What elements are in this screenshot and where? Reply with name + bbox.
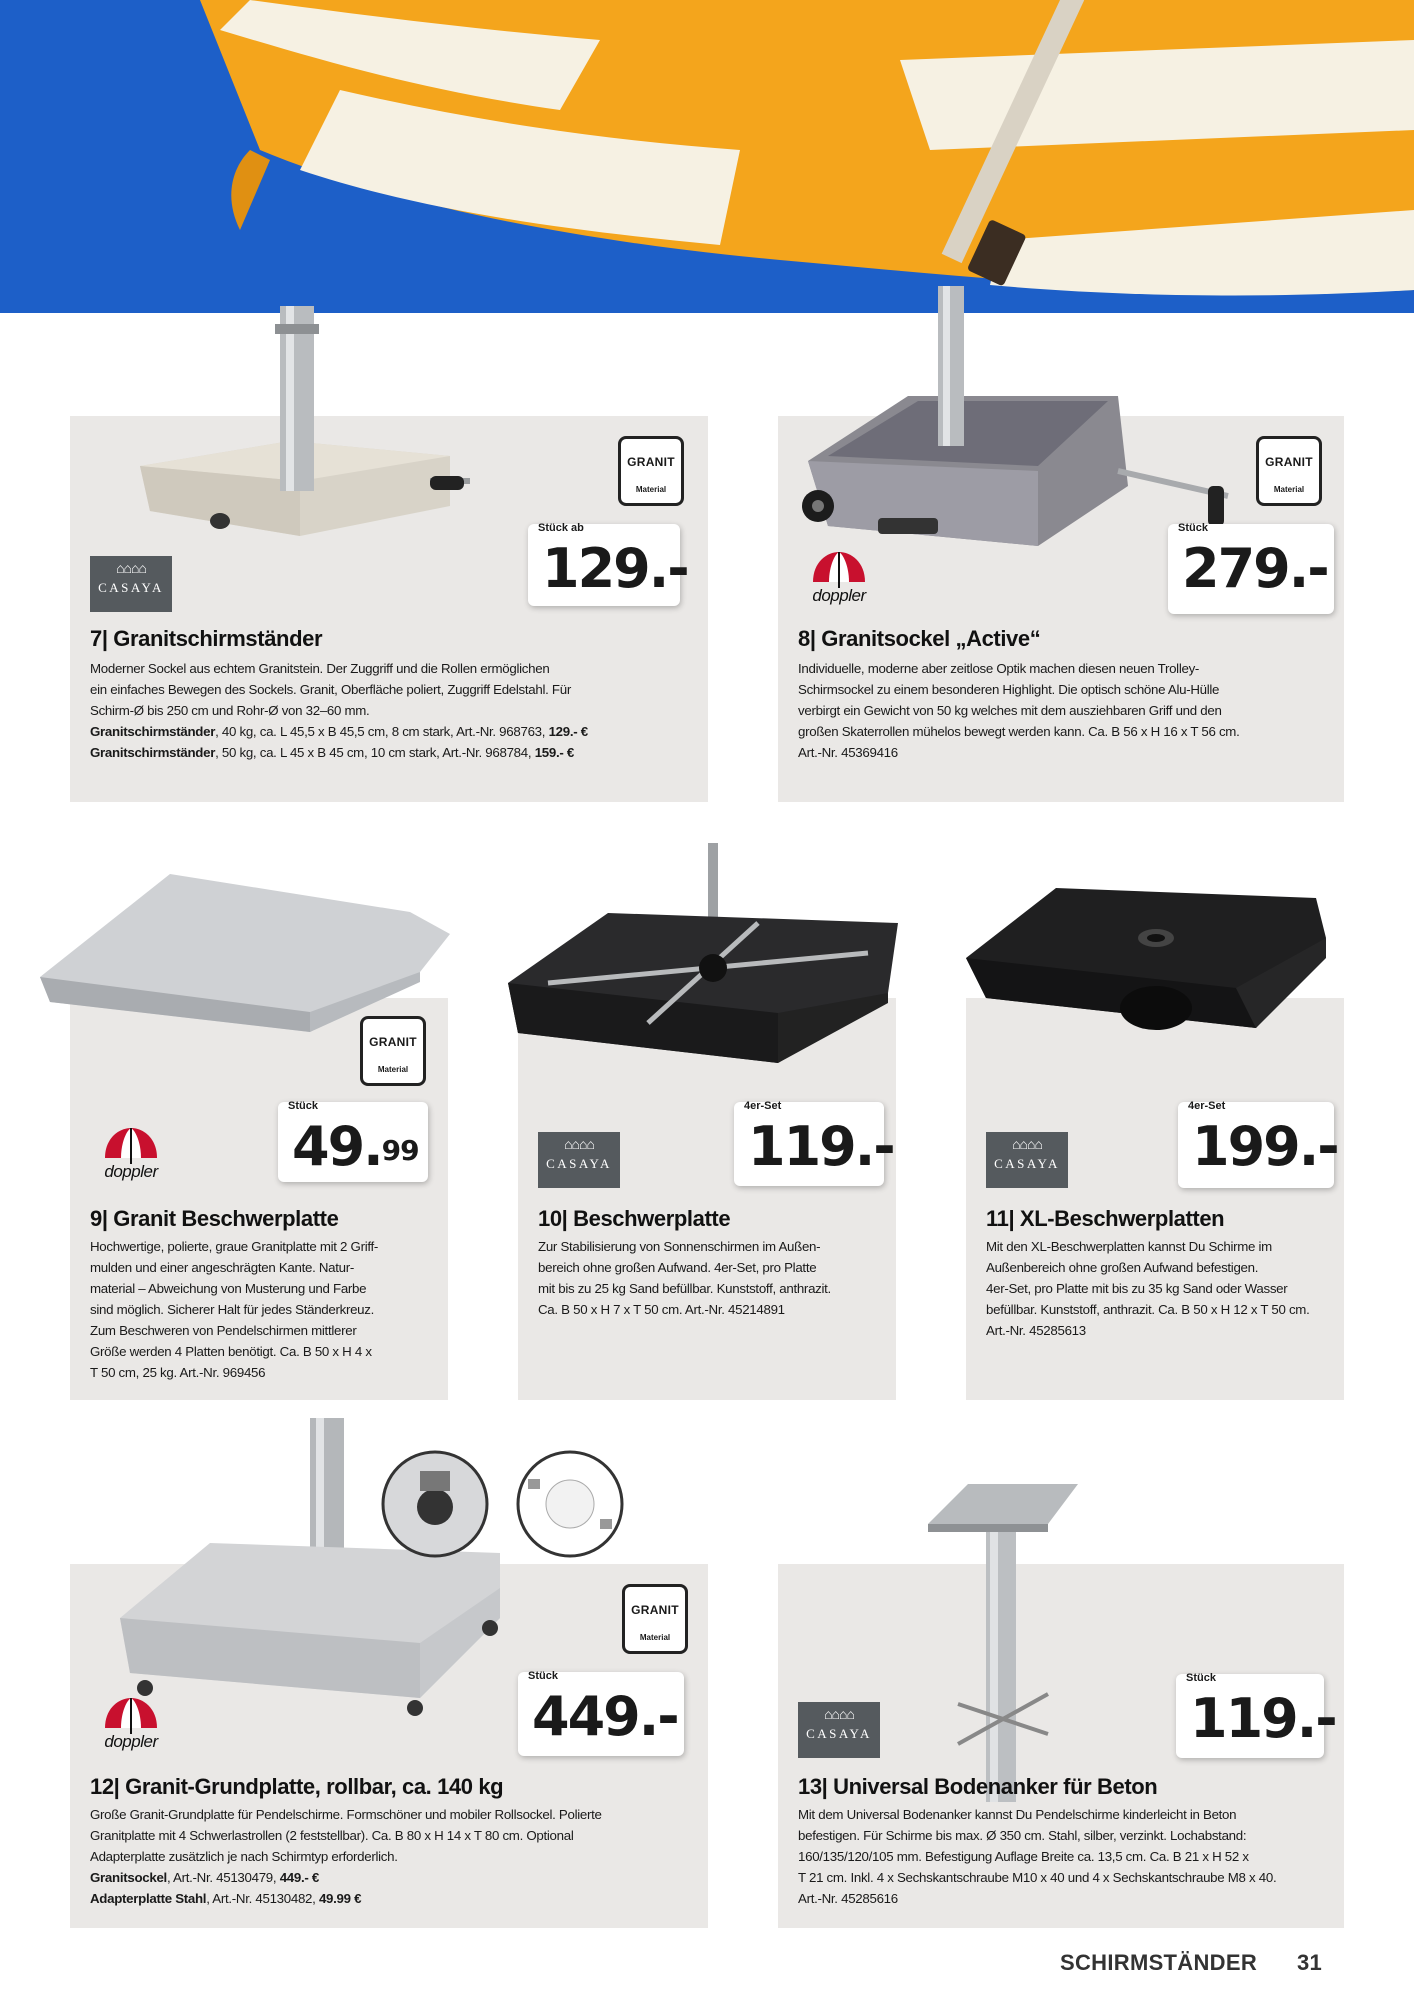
price-box bbox=[518, 1672, 684, 1756]
product-card-13 bbox=[778, 1564, 1344, 1928]
price-tag-label: Stück bbox=[528, 1670, 558, 1682]
casaya-logo: ⌂⌂⌂⌂ CASAYA bbox=[798, 1702, 880, 1758]
price-box bbox=[1178, 1100, 1338, 1188]
product-image-wheel-detail bbox=[380, 1449, 630, 1564]
product-card-9 bbox=[70, 998, 448, 1400]
page-footer bbox=[1060, 1950, 1322, 1976]
price-tag-label: Stück bbox=[1186, 1672, 1216, 1684]
granit-material-badge: GRANIT Material bbox=[360, 1016, 426, 1086]
product-card-8 bbox=[778, 416, 1344, 802]
price-tag-label: Stück bbox=[1178, 522, 1208, 534]
doppler-logo: doppler bbox=[796, 548, 882, 610]
variant-line: Granitschirmständer, 40 kg, ca. L 45,5 x B 45,5 cm, 8 cm stark, Art.-Nr. 968763, 129.- € bbox=[90, 724, 588, 739]
doppler-logo: doppler bbox=[88, 1124, 174, 1186]
product-image-xl-weight-plate bbox=[966, 878, 1336, 1083]
product-title: 9| Granit Beschwerplatte bbox=[90, 1206, 339, 1231]
price-box bbox=[278, 1102, 428, 1182]
product-title: 10| Beschwerplatte bbox=[538, 1206, 731, 1231]
product-description: Große Granit-Grundplatte für Pendelschirme. Formschöner und mobiler Rollsockel. Polierte Granitplatte mit 4 Schwerlastrollen (2 feststellbar). Ca. B 80 x H 14 x T 80 cm. Optional Adapterplatte zusätzlich je nach Schirmtyp erforderlich. Granitsockel, Art.-Nr. 45130479, 449.- € Adapterplatte Stahl, Art.-Nr. 45130482, 49.99 € bbox=[90, 1804, 700, 1909]
granit-material-badge: GRANIT Material bbox=[618, 436, 684, 506]
price-value: 199.- bbox=[1192, 1115, 1338, 1178]
product-image-weight-plates-set bbox=[508, 843, 898, 1078]
product-image-trolley-base bbox=[788, 286, 1258, 561]
product-title: 8| Granitsockel „Active“ bbox=[798, 626, 1041, 651]
price-tag-label: 4er-Set bbox=[1188, 1100, 1226, 1112]
product-title: 12| Granit-Grundplatte, rollbar, ca. 140 kg bbox=[90, 1774, 504, 1799]
casaya-logo: ⌂⌂⌂⌂ CASAYA bbox=[538, 1132, 620, 1188]
product-description: Mit den XL-Beschwerplatten kannst Du Schirme im Außenbereich ohne großen Aufwand befestigen. 4er-Set, pro Platte mit bis zu 35 kg Sand oder Wasser befüllbar. Kunststoff, anthrazit. Ca. B 50 x H 12 x T 50 cm. Art.-Nr. 45285613 bbox=[986, 1239, 1310, 1338]
product-title: 11| XL-Beschwerplatten bbox=[986, 1206, 1225, 1231]
variant-line: Adapterplatte Stahl, Art.-Nr. 45130482, 49.99 € bbox=[90, 1891, 362, 1906]
umbrella-icon bbox=[809, 548, 869, 588]
product-title: 7| Granitschirmständer bbox=[90, 626, 323, 651]
price-tag-label: 4er-Set bbox=[744, 1100, 782, 1112]
price-value: 449.- bbox=[532, 1685, 678, 1748]
price-value: 49.99 bbox=[292, 1115, 419, 1178]
price-box bbox=[528, 522, 688, 606]
price-value: 129.- bbox=[542, 537, 688, 600]
section-title: SCHIRMSTÄNDER bbox=[1060, 1950, 1258, 1975]
umbrella-icon bbox=[101, 1124, 161, 1164]
product-description: Zur Stabilisierung von Sonnenschirmen im Außen- bereich ohne großen Aufwand. 4er-Set, pro Platte mit bis zu 25 kg Sand befüllbar. Kunststoff, anthrazit. Ca. B 50 x H 7 x T 50 cm. Art.-Nr. 45214891 bbox=[538, 1239, 831, 1317]
price-box bbox=[1168, 524, 1334, 614]
casaya-logo: ⌂⌂⌂⌂ CASAYA bbox=[90, 556, 172, 612]
price-tag-label: Stück ab bbox=[538, 522, 584, 534]
hero-umbrella-image bbox=[0, 0, 1414, 313]
doppler-logo: doppler bbox=[88, 1694, 174, 1756]
product-title: 13| Universal Bodenanker für Beton bbox=[798, 1774, 1158, 1799]
variant-line: Granitschirmständer, 50 kg, ca. L 45 x B 45 cm, 10 cm stark, Art.-Nr. 968784, 159.- € bbox=[90, 745, 574, 760]
price-box bbox=[734, 1100, 894, 1186]
price-tag-label: Stück bbox=[288, 1100, 318, 1112]
casaya-logo: ⌂⌂⌂⌂ CASAYA bbox=[986, 1132, 1068, 1188]
granit-material-badge: GRANIT Material bbox=[622, 1584, 688, 1654]
page-number: 31 bbox=[1297, 1950, 1323, 1975]
product-description: Mit dem Universal Bodenanker kannst Du Pendelschirme kinderleicht in Beton befestigen. Für Schirme bis max. Ø 350 cm. Stahl, silber, verzinkt. Lochabstand: 160/135/120/105 mm. Befestigung Auflage Breite ca. 13,5 cm. Ca. B 21 x H 52 x T 21 cm. Inkl. 4 x Sechskantschraube M10 x 40 und 4 x Sechskantschraube M8 x 40. Art.-Nr. 45285616 bbox=[798, 1807, 1277, 1906]
product-description: Moderner Sockel aus echtem Granitstein. Der Zuggriff und die Rollen ermöglichen ein einfaches Bewegen des Sockels. Granit, Oberfläche poliert, Zuggriff Edelstahl. Für Schirm-Ø bis 250 cm und Rohr-Ø von 32–60 mm. Granitschirmständer, 40 kg, ca. L 45,5 x B 45,5 cm, 8 cm stark, Art.-Nr. 968763, 129.- € Granitschirmständer, 50 kg, ca. L 45 x B 45 cm, 10 cm stark, Art.-Nr. 968784, 159.- € bbox=[90, 658, 690, 763]
product-card-12 bbox=[70, 1564, 708, 1928]
product-card-10 bbox=[518, 998, 896, 1400]
umbrella-icon bbox=[101, 1694, 161, 1734]
umbrella-canopy-graphic bbox=[0, 0, 1414, 313]
product-card-11 bbox=[966, 998, 1344, 1400]
product-card-7 bbox=[70, 416, 708, 802]
variant-line: Granitsockel, Art.-Nr. 45130479, 449.- € bbox=[90, 1870, 319, 1885]
product-description: Hochwertige, polierte, graue Granitplatte mit 2 Griff- mulden und einer angeschrägten Kante. Natur- material – Abweichung von Musterung und Farbe sind möglich. Sicherer Halt für jedes Ständerkreuz. Zum Beschweren von Pendelschirmen mittlerer Größe werden 4 Platten benötigt. Ca. B 50 x H 4 x T 50 cm, 25 kg. Art.-Nr. 969456 bbox=[90, 1239, 379, 1380]
price-box bbox=[1176, 1672, 1336, 1758]
product-image-granite-stand bbox=[130, 306, 470, 551]
granit-material-badge: GRANIT Material bbox=[1256, 436, 1322, 506]
product-image-ground-anchor bbox=[928, 1484, 1088, 1819]
product-description: Individuelle, moderne aber zeitlose Optik machen diesen neuen Trolley- Schirmsockel zu einem besonderen Highlight. Die optisch schöne Alu-Hülle verbirgt ein Gewicht von 50 kg welches mit dem ausziehbaren Griff und den großen Skaterrollen mühelos bewegt werden kann. Ca. B 56 x H 16 x T 56 cm. Art.-Nr. 45369416 bbox=[798, 661, 1240, 760]
price-value: 119.- bbox=[1190, 1687, 1336, 1750]
price-value: 119.- bbox=[748, 1115, 894, 1178]
price-value: 279.- bbox=[1182, 537, 1328, 600]
